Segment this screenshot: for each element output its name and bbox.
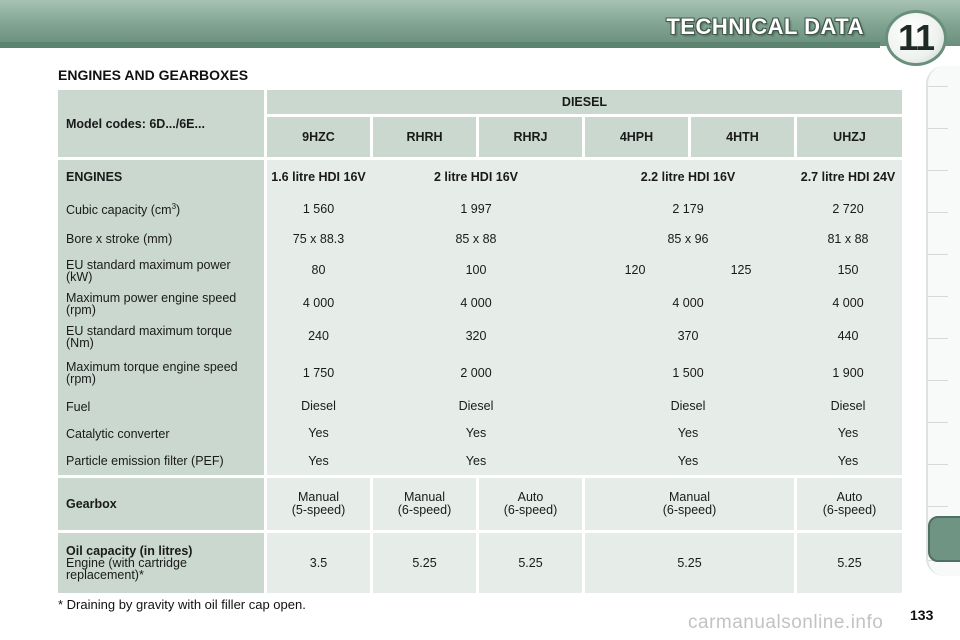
value-cell: 85 x 88: [370, 224, 582, 254]
footnote: * Draining by gravity with oil filler cap open.: [58, 597, 306, 612]
value-cell: 1 750: [264, 353, 370, 393]
value-cell: 2 720: [794, 194, 902, 224]
table-row: [58, 320, 902, 353]
value-cell: 5.25: [370, 533, 476, 593]
engine-cell: 2 litre HDI 16V: [370, 160, 582, 194]
value-cell: 4 000: [370, 287, 582, 320]
value-cell: Yes: [370, 447, 582, 475]
gearbox-cell: Manual (6-speed): [370, 478, 476, 530]
tab-divider: [928, 128, 948, 129]
watermark: carmanualsonline.info: [688, 612, 884, 633]
value-cell: Yes: [370, 420, 582, 447]
chapter-badge: [885, 10, 947, 66]
engine-cell: 1.6 litre HDI 16V: [264, 160, 370, 194]
row-label-engines: ENGINES: [58, 160, 264, 194]
row-label-gearbox: Gearbox: [58, 478, 264, 530]
tab-divider: [928, 296, 948, 297]
value-cell: 120: [582, 254, 688, 287]
engine-cell: 2.2 litre HDI 16V: [582, 160, 794, 194]
row-label-oil-capacity: Oil capacity (in litres) Engine (with cartridge replacement)*: [58, 533, 264, 593]
code-header: RHRJ: [476, 117, 582, 157]
code-header: RHRH: [370, 117, 476, 157]
value-cell: 150: [794, 254, 902, 287]
value-cell: Diesel: [582, 393, 794, 420]
value-cell: 240: [264, 320, 370, 353]
value-cell: Diesel: [794, 393, 902, 420]
table-row: [58, 254, 902, 287]
value-cell: 2 179: [582, 194, 794, 224]
table-row: [58, 533, 902, 593]
value-cell: 80: [264, 254, 370, 287]
value-cell: Yes: [794, 447, 902, 475]
value-cell: Yes: [582, 420, 794, 447]
value-cell: 5.25: [794, 533, 902, 593]
engine-cell: 2.7 litre HDI 24V: [794, 160, 902, 194]
value-cell: 5.25: [476, 533, 582, 593]
row-label-pef: Particle emission filter (PEF): [58, 447, 264, 475]
tab-divider: [928, 380, 948, 381]
value-cell: 81 x 88: [794, 224, 902, 254]
gearbox-cell: Manual (5-speed): [264, 478, 370, 530]
row-label-max-torque: EU standard maximum torque (Nm): [58, 320, 264, 353]
value-cell: 4 000: [264, 287, 370, 320]
value-cell: 1 500: [582, 353, 794, 393]
row-label-max-power-speed: Maximum power engine speed (rpm): [58, 287, 264, 320]
row-label-fuel: Fuel: [58, 393, 264, 420]
value-cell: 4 000: [794, 287, 902, 320]
value-cell: 320: [370, 320, 582, 353]
table-row: [58, 194, 902, 224]
gearbox-cell: Manual (6-speed): [582, 478, 794, 530]
row-label-bore-stroke: Bore x stroke (mm): [58, 224, 264, 254]
code-header: 4HTH: [688, 117, 794, 157]
value-cell: Yes: [582, 447, 794, 475]
fuel-group-header: DIESEL: [264, 90, 902, 117]
value-cell: 5.25: [582, 533, 794, 593]
code-header: 4HPH: [582, 117, 688, 157]
chapter-number: 11: [897, 17, 935, 58]
header-row-fuel: [58, 90, 902, 117]
page-number: 133: [910, 607, 934, 623]
value-cell: 125: [688, 254, 794, 287]
section-title: ENGINES AND GEARBOXES: [58, 67, 249, 83]
table-row: [58, 224, 902, 254]
chapter-side-tabs: [926, 66, 960, 576]
table-row: [58, 447, 902, 475]
value-cell: 75 x 88.3: [264, 224, 370, 254]
value-cell: 1 900: [794, 353, 902, 393]
tab-divider: [928, 338, 948, 339]
value-cell: Diesel: [370, 393, 582, 420]
row-label-max-torque-speed: Maximum torque engine speed (rpm): [58, 353, 264, 393]
table-row: [58, 353, 902, 393]
table-row: [58, 287, 902, 320]
value-cell: Yes: [264, 420, 370, 447]
value-cell: Diesel: [264, 393, 370, 420]
tab-divider: [928, 170, 948, 171]
value-cell: 85 x 96: [582, 224, 794, 254]
row-label-cubic-capacity: Cubic capacity $(cm^3)$: [58, 194, 264, 224]
value-cell: 1 997: [370, 194, 582, 224]
row-label-catalytic-converter: Catalytic converter: [58, 420, 264, 447]
tab-divider: [928, 86, 948, 87]
value-cell: 100: [370, 254, 582, 287]
row-label-max-power: EU standard maximum power (kW): [58, 254, 264, 287]
tab-divider: [928, 422, 948, 423]
value-cell: 370: [582, 320, 794, 353]
model-codes-label: Model codes: 6D.../6E...: [58, 90, 264, 157]
value-cell: Yes: [794, 420, 902, 447]
value-cell: 440: [794, 320, 902, 353]
engines-gearboxes-table: [58, 90, 902, 593]
value-cell: 4 000: [582, 287, 794, 320]
value-cell: Yes: [264, 447, 370, 475]
table-row: [58, 393, 902, 420]
table-row: [58, 420, 902, 447]
table-row: [58, 160, 902, 194]
value-cell: 2 000: [370, 353, 582, 393]
page-header: [0, 0, 960, 60]
gearbox-cell: Auto (6-speed): [476, 478, 582, 530]
code-header: 9HZC: [264, 117, 370, 157]
active-chapter-tab[interactable]: [928, 516, 960, 562]
value-cell: 3.5: [264, 533, 370, 593]
tab-divider: [928, 506, 948, 507]
tab-divider: [928, 464, 948, 465]
chapter-title: TECHNICAL DATA: [666, 14, 864, 39]
tab-divider: [928, 212, 948, 213]
code-header: UHZJ: [794, 117, 902, 157]
header-band-edge: [0, 42, 880, 48]
table-row: [58, 478, 902, 530]
tab-divider: [928, 254, 948, 255]
gearbox-cell: Auto (6-speed): [794, 478, 902, 530]
value-cell: 1 560: [264, 194, 370, 224]
